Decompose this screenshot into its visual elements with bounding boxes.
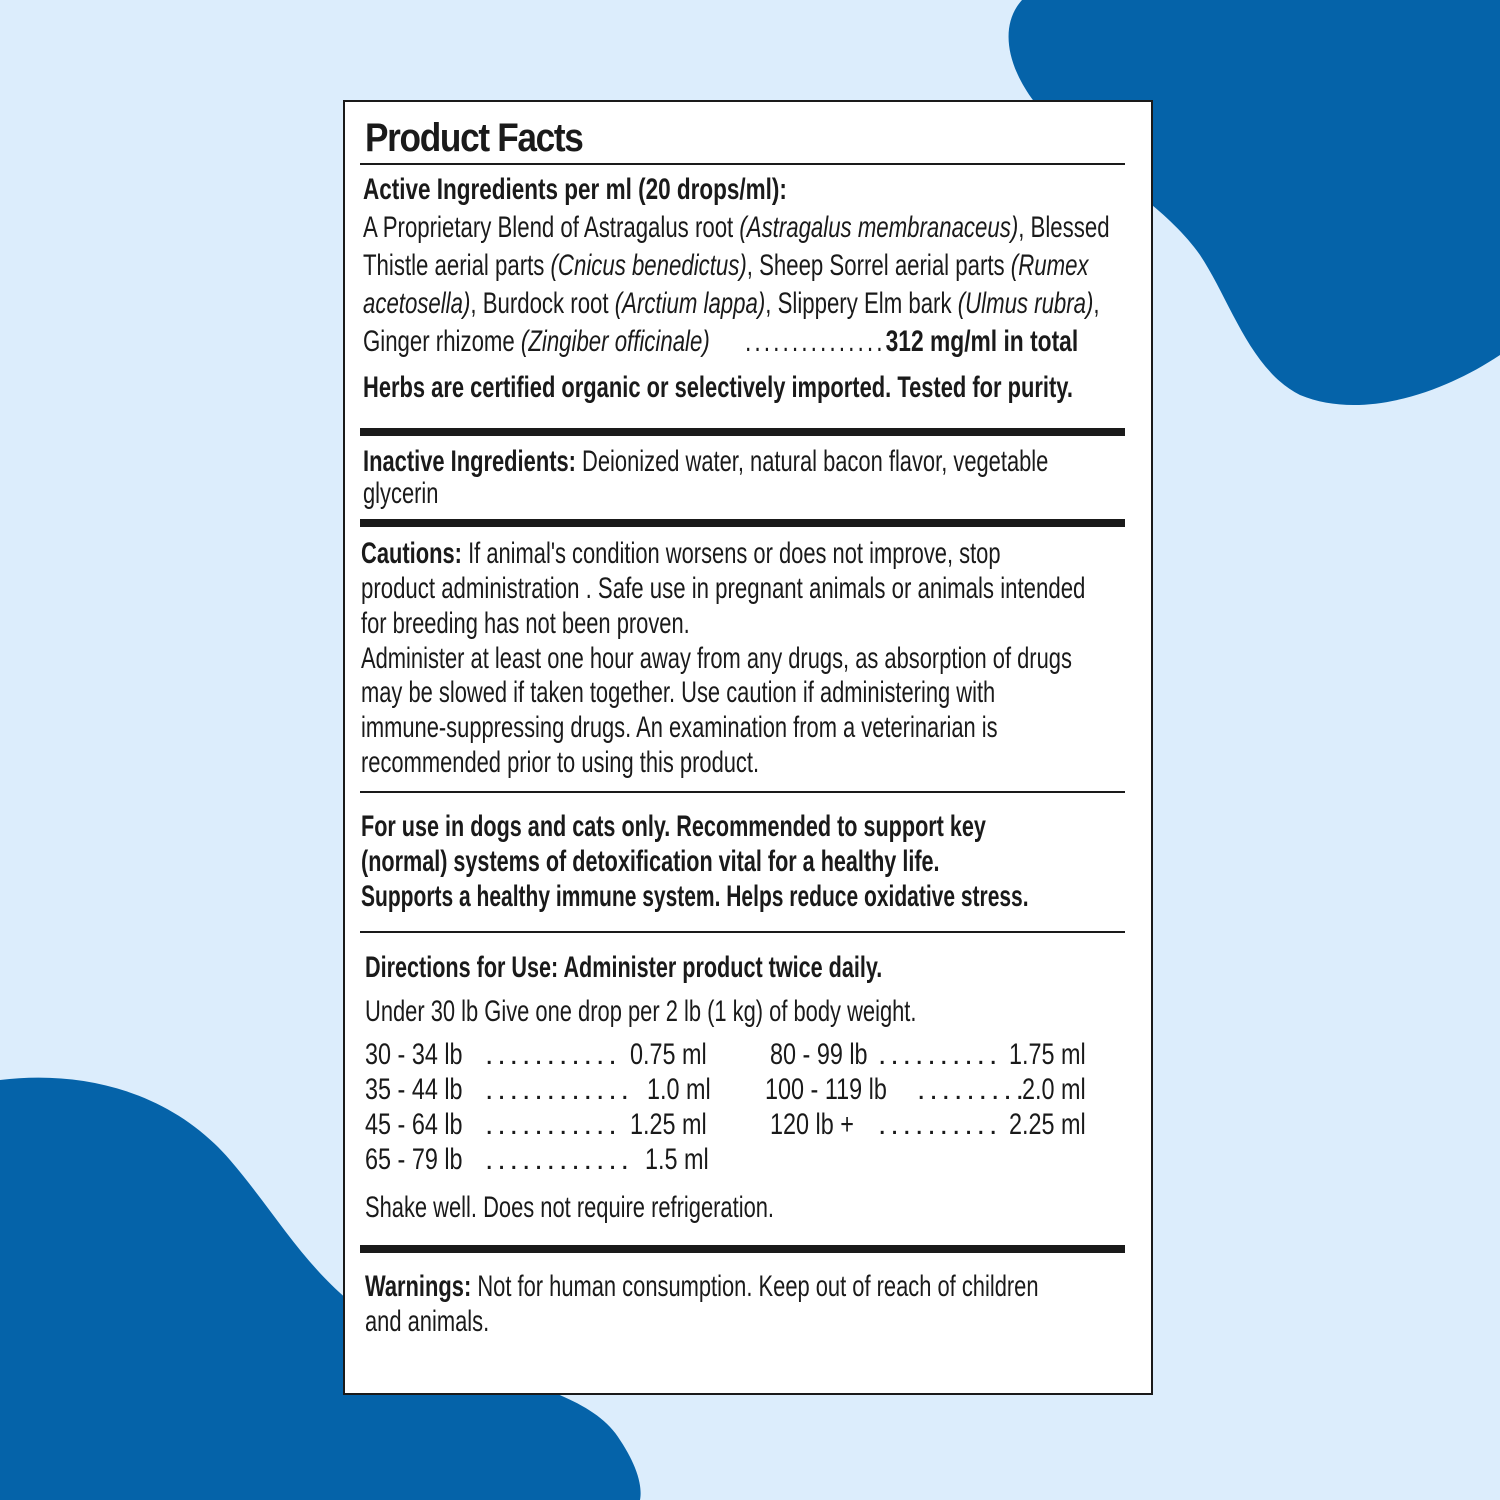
dosage-row: 120 lb +	[770, 1108, 854, 1141]
active-ingredients-heading: Active Ingredients per ml (20 drops/ml):	[363, 173, 787, 206]
warnings-line-1: Warnings: Not for human consumption. Keep out of reach of children	[365, 1270, 1039, 1303]
cautions-line-2: product administration . Safe use in pregnant animals or animals intended	[361, 572, 1086, 605]
usage-line-2: (normal) systems of detoxification vital for a healthy life.	[361, 845, 940, 878]
inactive-ingredients-line-2: glycerin	[363, 477, 439, 510]
dosage-row: 30 - 34 lb	[365, 1038, 463, 1071]
product-facts-panel	[343, 100, 1153, 1395]
shake-note: Shake well. Does not require refrigeration.	[365, 1191, 775, 1224]
dosage-dots: ............	[485, 1073, 634, 1106]
dosage-dose: 1.75 ml	[1009, 1038, 1086, 1071]
directions-heading: Directions for Use: Administer product twice daily.	[365, 951, 883, 984]
divider	[360, 1245, 1125, 1253]
divider	[360, 791, 1125, 793]
dosage-dots: ..........	[878, 1038, 1002, 1071]
dosage-row: 65 - 79 lb	[365, 1143, 463, 1176]
divider	[360, 519, 1125, 527]
dosage-dots: .........	[917, 1073, 1029, 1106]
active-ingredients-line-1: A Proprietary Blend of Astragalus root (Astragalus membranaceus), Blessed	[363, 211, 1110, 244]
dosage-row: 35 - 44 lb	[365, 1073, 463, 1106]
dosage-row: 80 - 99 lb	[770, 1038, 868, 1071]
active-total-line: ...............312 mg/ml in total	[745, 325, 1079, 358]
warnings-line-2: and animals.	[365, 1305, 490, 1338]
cautions-line-7: recommended prior to using this product.	[361, 746, 760, 779]
cautions-line-6: immune-suppressing drugs. An examination from a veterinarian is	[361, 711, 998, 744]
dosage-row: 45 - 64 lb	[365, 1108, 463, 1141]
dosage-dose: 0.75 ml	[630, 1038, 707, 1071]
dosage-dose: 1.5 ml	[645, 1143, 709, 1176]
cautions-line-1: Cautions: If animal's condition worsens or does not improve, stop	[361, 537, 1001, 570]
dosage-dose: 2.0 ml	[1022, 1073, 1086, 1106]
active-ingredients-line-2: Thistle aerial parts (Cnicus benedictus), Sheep Sorrel aerial parts (Rumex	[363, 249, 1089, 282]
cautions-line-4: Administer at least one hour away from any drugs, as absorption of drugs	[361, 642, 1072, 675]
dosage-row: 100 - 119 lb	[765, 1073, 887, 1106]
usage-line-1: For use in dogs and cats only. Recommended to support key	[361, 810, 986, 843]
cautions-line-5: may be slowed if taken together. Use caution if administering with	[361, 676, 996, 709]
dosage-dots: ............	[485, 1143, 634, 1176]
cautions-line-3: for breeding has not been proven.	[361, 607, 690, 640]
dosage-dose: 1.0 ml	[647, 1073, 711, 1106]
active-ingredients-line-3: acetosella), Burdock root (Arctium lappa), Slippery Elm bark (Ulmus rubra),	[363, 287, 1100, 320]
dosage-dots: ..........	[878, 1108, 1002, 1141]
dosage-dots: ...........	[485, 1108, 621, 1141]
divider	[360, 931, 1125, 933]
inactive-ingredients-line-1: Inactive Ingredients: Deionized water, natural bacon flavor, vegetable	[363, 445, 1049, 478]
dosage-dots: ...........	[485, 1038, 621, 1071]
dosage-dose: 2.25 ml	[1009, 1108, 1086, 1141]
divider	[360, 428, 1125, 436]
organic-statement: Herbs are certified organic or selectively imported. Tested for purity.	[363, 371, 1073, 404]
usage-line-3: Supports a healthy immune system. Helps reduce oxidative stress.	[361, 880, 1029, 913]
dosage-dose: 1.25 ml	[630, 1108, 707, 1141]
divider	[360, 163, 1125, 165]
directions-under-30lb: Under 30 lb Give one drop per 2 lb (1 kg) of body weight.	[365, 995, 917, 1028]
active-ingredients-line-4: Ginger rhizome (Zingiber officinale)	[363, 325, 710, 358]
page-title: Product Facts	[365, 116, 583, 160]
